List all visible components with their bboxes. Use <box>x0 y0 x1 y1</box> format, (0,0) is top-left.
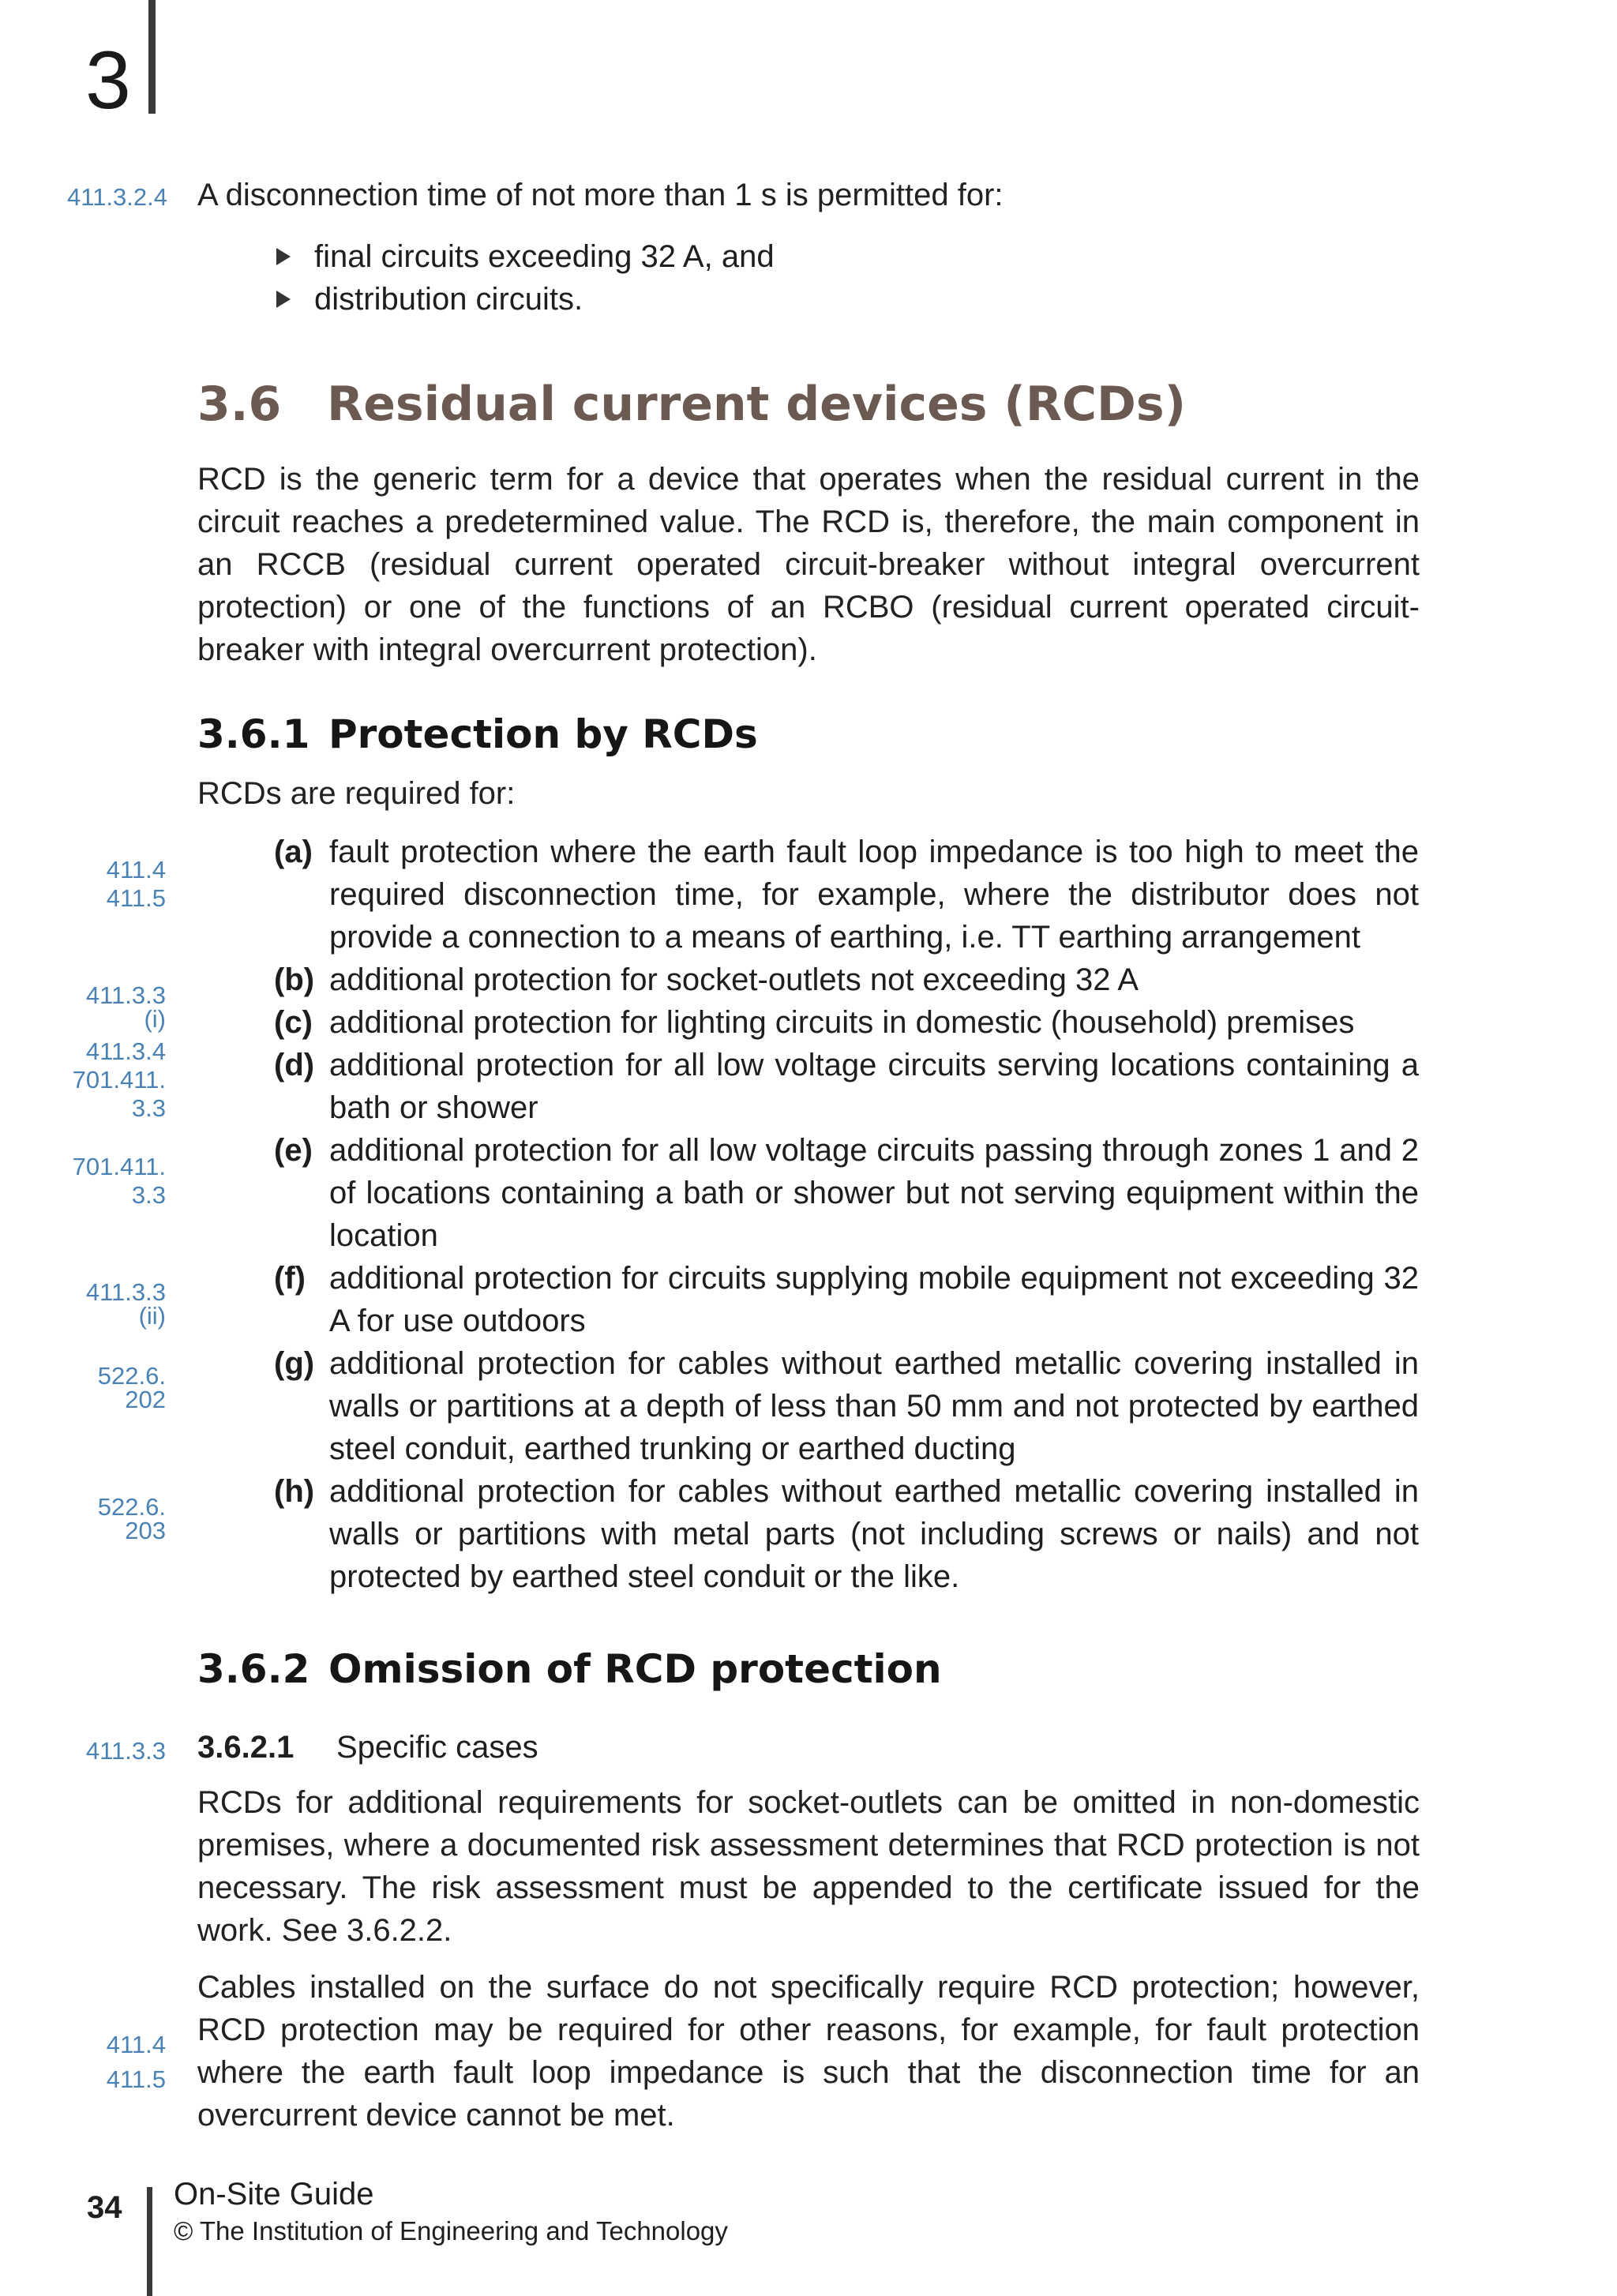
margin-ref: 411.3.3 (i) <box>85 981 166 1033</box>
subsection-heading: 3.6.2 Omission of RCD protection <box>197 1646 942 1692</box>
margin-ref: 411.3.2.4 <box>67 183 167 211</box>
section-heading: 3.6 Residual current devices (RCDs) <box>197 377 1186 432</box>
margin-ref: 522.6. 203 <box>97 1493 166 1544</box>
paragraph: RCDs for additional requirements for socket-outlets can be omitted in non-domestic premises, where a documented risk assessment determines that RCD protection is not necessary. The risk assessment must be appended to the certificate issued for the work. See 3.6.2.2. <box>197 1785 1420 1948</box>
list-item: (c) additional protection for lighting circuits in domestic (household) premises <box>274 1005 1355 1040</box>
list-item: distribution circuits. <box>276 278 583 321</box>
margin-ref: 701.411. 3.3 <box>72 1153 166 1209</box>
margin-ref: 411.3.4 <box>85 1037 166 1065</box>
chapter-number: 3 <box>85 35 131 126</box>
margin-ref: 411.4 411.5 <box>106 2031 166 2093</box>
page-number: 34 <box>87 2190 122 2225</box>
margin-ref: 411.4 411.5 <box>106 856 166 912</box>
paragraph: Cables installed on the surface do not specifically require RCD protection; however, RCD protection may be required for other reasons, for example, for fault protection where the earth fault loop impedance is such that the disconnection time for an overcurrent device cannot be met. <box>197 1970 1420 2133</box>
intro-text: A disconnection time of not more than 1 s is permitted for: <box>197 178 1004 212</box>
list-item: (h) additional protection for cables without earthed metallic covering installed in walls or partitions with metal parts (not including screws or nails) and not protected by earthed steel conduit or the like. <box>274 1474 1419 1594</box>
list-item: (e) additional protection for all low voltage circuits passing through zones 1 and 2 of locations containing a bath or shower but not serving equipment within the location <box>274 1133 1419 1253</box>
chapter-divider <box>148 0 156 114</box>
subsection-heading: 3.6.1 Protection by RCDs <box>197 711 758 757</box>
margin-ref: 522.6. 202 <box>97 1362 166 1413</box>
list-item: (a) fault protection where the earth fault loop impedance is too high to meet the required disconnection time, for example, where the distributor does not provide a connection to a means of earthing, i.e. TT earthing arrangement <box>274 835 1419 955</box>
bullet-icon <box>276 248 291 265</box>
footer-copyright: © The Institution of Engineering and Technology <box>174 2216 728 2245</box>
margin-ref: 411.3.3 (ii) <box>85 1278 166 1330</box>
list-item: (b) additional protection for socket-outlets not exceeding 32 A <box>274 962 1139 997</box>
margin-ref: 701.411. 3.3 <box>72 1066 166 1122</box>
subsubsection-heading: 3.6.2.1 Specific cases <box>197 1730 538 1765</box>
list-item: (d) additional protection for all low voltage circuits serving locations containing a bath or shower <box>274 1048 1419 1125</box>
list-item: (g) additional protection for cables without earthed metallic covering installed in walls or partitions at a depth of less than 50 mm and not protected by earthed steel conduit, earthed trunking or earthed ducting <box>274 1346 1419 1466</box>
footer-title: On-Site Guide <box>174 2177 374 2212</box>
section-paragraph: RCD is the generic term for a device that operates when the residual current in the circuit reaches a predetermined value. The RCD is, therefore, the main component in an RCCB (residual current operated circuit-breaker without integral overcurrent protection) or one of the functions of an RCBO (residual current operated circuit-breaker with integral overcurrent protection). <box>197 462 1420 667</box>
footer-divider <box>147 2187 152 2296</box>
margin-ref: 411.3.3 <box>85 1737 166 1765</box>
bullet-icon <box>276 291 291 308</box>
list-item: final circuits exceeding 32 A, and <box>276 235 775 278</box>
list-item: (f) additional protection for circuits supplying mobile equipment not exceeding 32 A for use outdoors <box>274 1261 1419 1338</box>
subsection-lead: RCDs are required for: <box>197 776 516 811</box>
